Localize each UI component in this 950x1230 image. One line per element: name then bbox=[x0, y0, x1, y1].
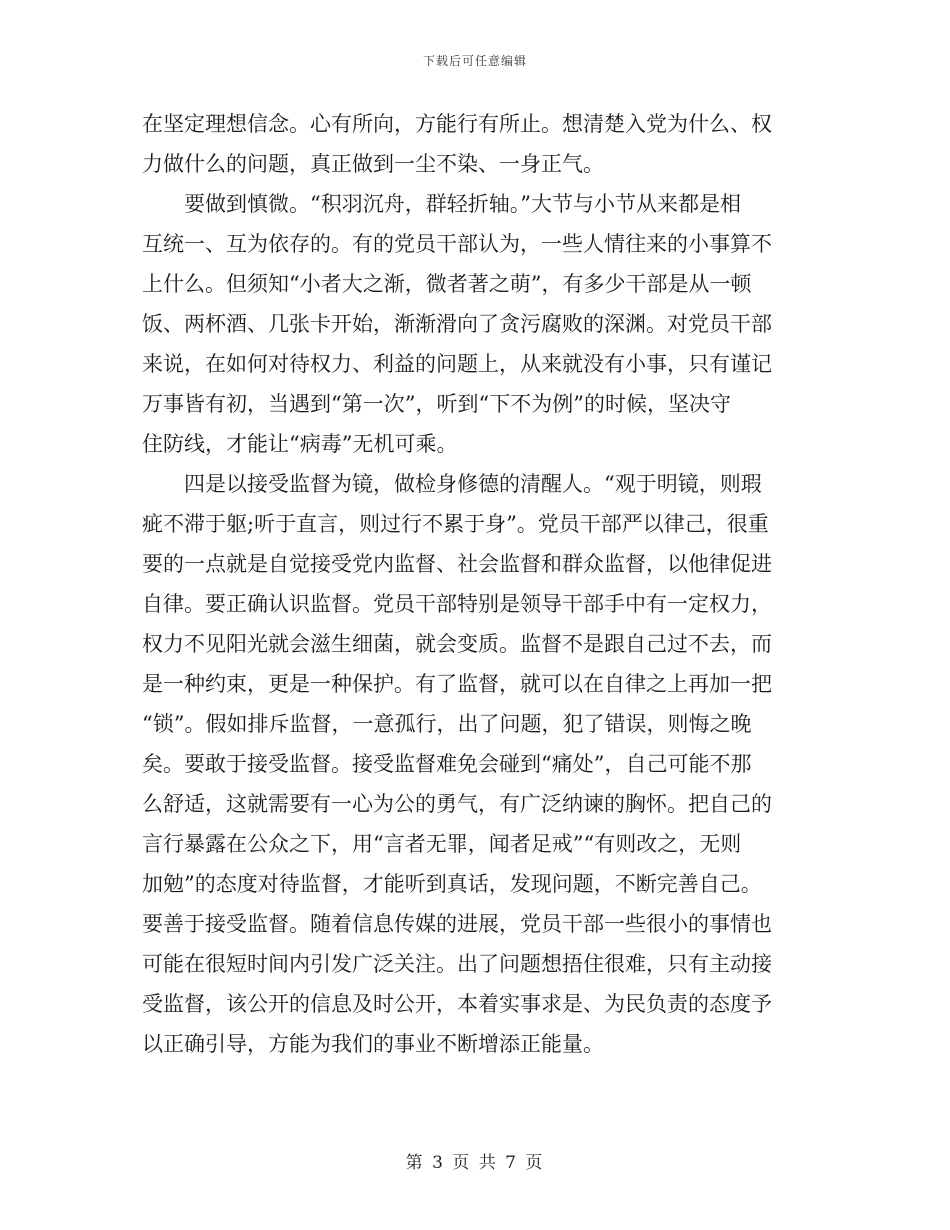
text-line: 可能在很短时间内引发广泛关注。出了问题想捂住很难，只有主动接 bbox=[142, 952, 772, 976]
text-line: 是一种约束，更是一种保护。有了监督，就可以在自律之上再加一把 bbox=[142, 672, 772, 696]
text-line: “锁”。假如排斥监督，一意孤行，出了问题，犯了错误，则悔之晚 bbox=[142, 712, 752, 736]
text-line: 上什么。但须知“小者大之渐，微者著之萌”，有多少干部是从一顿 bbox=[142, 272, 752, 296]
paragraph-start-line: 四是以接受监督为镜，做检身修德的清醒人。“观于明镜，则瑕 bbox=[184, 472, 762, 496]
text-line: 万事皆有初，当遇到“第一次”，听到“下不为例”的时候，坚决守 bbox=[142, 392, 731, 416]
page-header: 下载后可任意编辑 bbox=[422, 54, 527, 68]
text-line: 互统一、互为依存的。有的党员干部认为，一些人情往来的小事算不 bbox=[142, 232, 772, 256]
text-line: 在坚定理想信念。心有所向，方能行有所止。想清楚入党为什么、权 bbox=[142, 112, 772, 136]
text-line: 疵不滞于躯;听于直言，则过行不累于身”。党员干部严以律己，很重 bbox=[142, 512, 769, 536]
text-line: 饭、两杯酒、几张卡开始，渐渐滑向了贪污腐败的深渊。对党员干部 bbox=[142, 312, 772, 336]
text-line: 自律。要正确认识监督。党员干部特别是领导干部手中有一定权力， bbox=[142, 592, 772, 616]
text-line: 么舒适，这就需要有一心为公的勇气，有广泛纳谏的胸怀。把自己的 bbox=[142, 792, 772, 816]
page-number: 第 3 页 共 7 页 bbox=[405, 1153, 545, 1173]
text-line: 来说，在如何对待权力、利益的问题上，从来就没有小事，只有谨记 bbox=[142, 352, 772, 376]
text-line: 要善于接受监督。随着信息传媒的进展，党员干部一些很小的事情也 bbox=[142, 912, 772, 936]
text-line: 加勉”的态度对待监督，才能听到真话，发现问题，不断完善自己。 bbox=[142, 872, 762, 896]
text-line: 矣。要敢于接受监督。接受监督难免会碰到“痛处”，自己可能不那 bbox=[142, 752, 752, 776]
text-line: 住防线，才能让“病毒”无机可乘。 bbox=[142, 432, 458, 456]
text-line: 受监督，该公开的信息及时公开，本着实事求是、为民负责的态度予 bbox=[142, 992, 772, 1016]
paragraph-start-line: 要做到慎微。“积羽沉舟，群轻折轴。”大节与小节从来都是相 bbox=[184, 192, 741, 216]
text-line: 力做什么的问题，真正做到一尘不染、一身正气。 bbox=[142, 152, 604, 176]
document-body bbox=[142, 104, 802, 1064]
text-line: 要的一点就是自觉接受党内监督、社会监督和群众监督，以他律促进 bbox=[142, 552, 772, 576]
text-line: 言行暴露在公众之下，用“言者无罪，闻者足戒”“有则改之，无则 bbox=[142, 832, 742, 856]
text-line: 权力不见阳光就会滋生细菌，就会变质。监督不是跟自己过不去，而 bbox=[142, 632, 772, 656]
text-line: 以正确引导，方能为我们的事业不断增添正能量。 bbox=[142, 1032, 604, 1056]
